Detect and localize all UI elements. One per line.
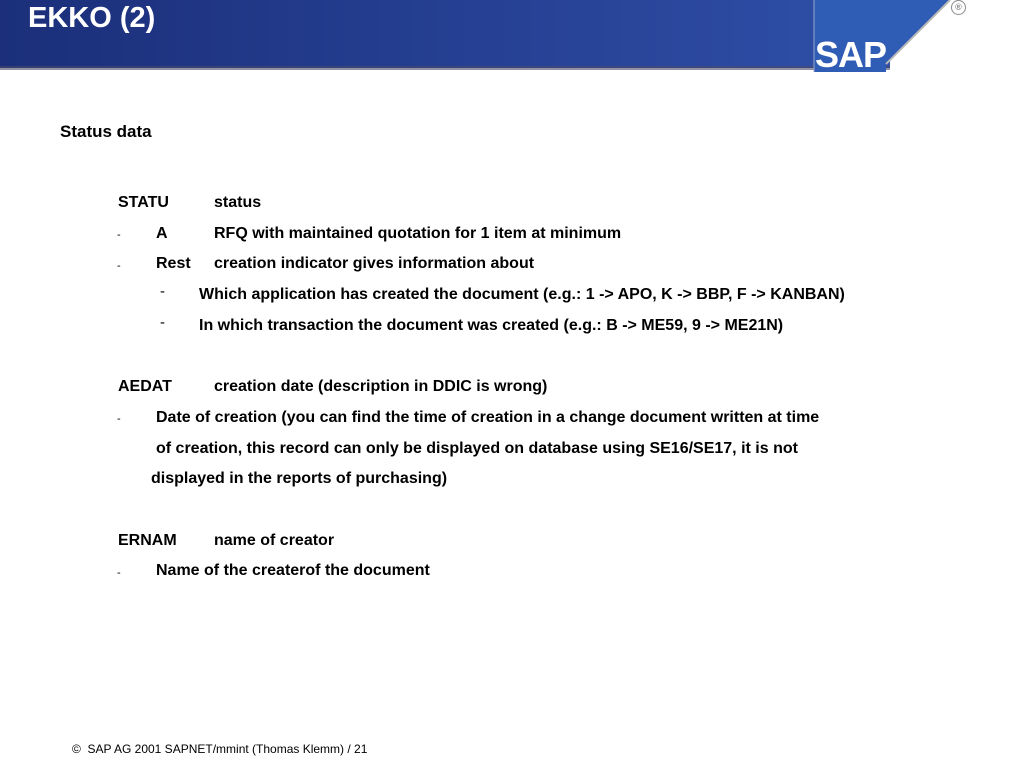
aedat-text-line: displayed in the reports of purchasing) bbox=[151, 470, 448, 487]
title-banner bbox=[0, 0, 1024, 75]
field-desc-aedat: creation date (description in DDIC is wrong) bbox=[214, 378, 548, 395]
bullet-dash: - bbox=[160, 283, 165, 300]
statu-subitem: In which transaction the document was created (e.g.: B -> ME59, 9 -> ME21N) bbox=[199, 317, 784, 334]
ernam-text: Name of the createrof the document bbox=[156, 562, 430, 579]
field-name-aedat: AEDAT bbox=[118, 378, 172, 395]
aedat-text-line: of creation, this record can only be displayed on database using SE16/SE17, it is not bbox=[156, 440, 798, 457]
bullet-dash: - bbox=[160, 314, 165, 331]
statu-text-rest: creation indicator gives information about bbox=[214, 255, 535, 272]
field-name-ernam: ERNAM bbox=[118, 532, 177, 549]
statu-text-a: RFQ with maintained quotation for 1 item at minimum bbox=[214, 225, 622, 242]
statu-code-rest: Rest bbox=[156, 255, 191, 272]
statu-subitem: Which application has created the document (e.g.: 1 -> APO, K -> BBP, F -> KANBAN) bbox=[199, 286, 845, 303]
sap-logo: SAP bbox=[815, 34, 887, 75]
registered-icon: ® bbox=[951, 0, 966, 15]
banner-shadow bbox=[0, 66, 890, 70]
bullet-dash: - bbox=[117, 413, 121, 425]
field-name-statu: STATU bbox=[118, 194, 169, 211]
bullet-dash: - bbox=[117, 229, 121, 241]
bullet-dash: - bbox=[117, 567, 121, 579]
field-desc-statu: status bbox=[214, 194, 262, 211]
section-heading: Status data bbox=[60, 122, 152, 141]
footer bbox=[72, 742, 367, 756]
copyright-icon: © bbox=[72, 742, 81, 756]
aedat-text-line: Date of creation (you can find the time of creation in a change document written at time bbox=[156, 409, 820, 426]
slide-title: EKKO (2) bbox=[28, 2, 156, 34]
field-desc-ernam: name of creator bbox=[214, 532, 335, 549]
footer-text: SAP AG 2001 SAPNET/mmint (Thomas Klemm) / 21 bbox=[87, 742, 368, 756]
statu-code-a: A bbox=[156, 225, 168, 242]
bullet-dash: - bbox=[117, 260, 121, 272]
